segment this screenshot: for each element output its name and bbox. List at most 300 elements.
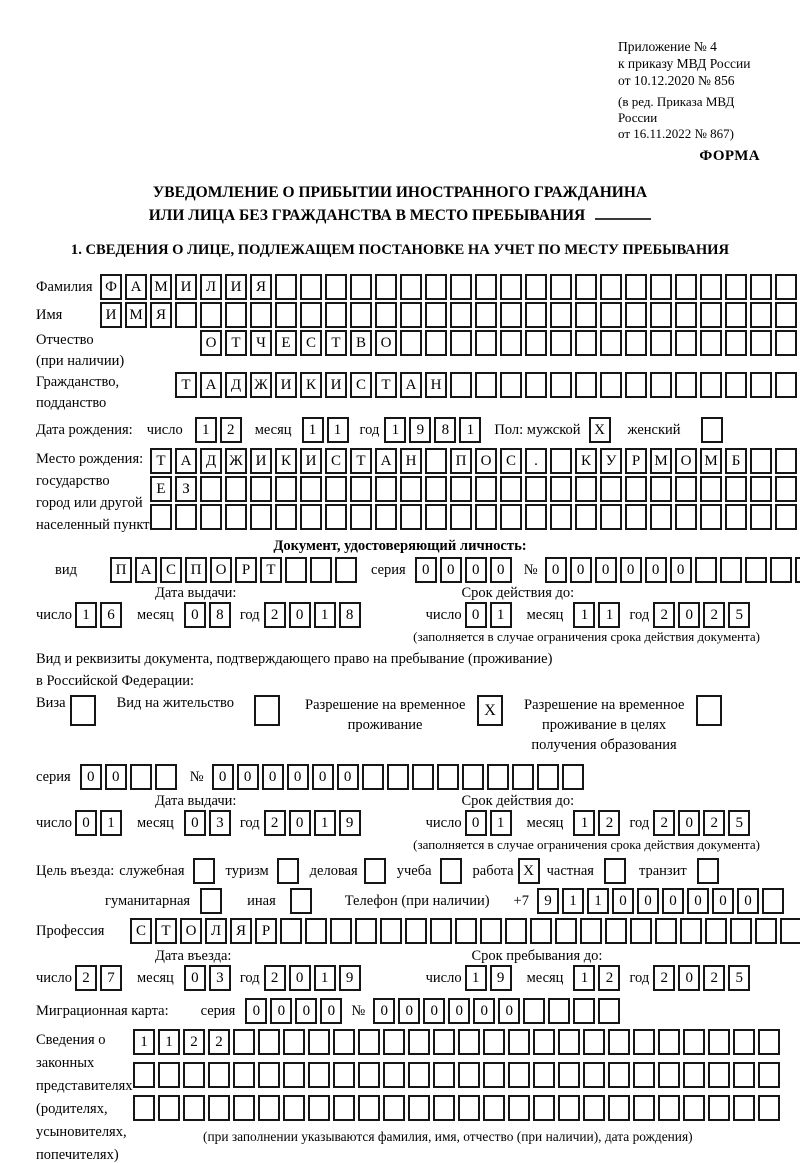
char-box [525, 330, 547, 356]
stay-until-header: Срок пребывания до: [471, 948, 603, 964]
char-box [350, 274, 372, 300]
char-box: 5 [728, 810, 750, 836]
doc-series-label: серия [371, 561, 406, 578]
char-box: 0 [373, 998, 395, 1024]
char-box [300, 476, 322, 502]
char-box [758, 1095, 780, 1121]
char-box [625, 372, 647, 398]
char-box [708, 1095, 730, 1121]
char-box [333, 1095, 355, 1121]
char-box [358, 1062, 380, 1088]
char-box [675, 302, 697, 328]
char-box: А [200, 372, 222, 398]
char-box [505, 918, 527, 944]
char-box [200, 476, 222, 502]
char-box [700, 372, 722, 398]
char-box: М [650, 448, 672, 474]
char-box [608, 1029, 630, 1055]
permit-number-label: № [189, 768, 204, 785]
doc-series-boxes [415, 557, 515, 583]
char-box [525, 274, 547, 300]
char-box: И [225, 274, 247, 300]
char-box: Д [225, 372, 247, 398]
char-box [183, 1095, 205, 1121]
purpose-tourism-checkbox [277, 858, 299, 884]
char-box [500, 372, 522, 398]
representatives-note: (при заполнении указываются фамилия, имя, отчество (при наличии), дата рождения) [203, 1129, 693, 1144]
char-box: 7 [100, 965, 122, 991]
permit-valid-year-label: год [629, 814, 650, 831]
char-box: Е [275, 330, 297, 356]
birth-month-boxes [302, 417, 352, 443]
char-box [483, 1062, 505, 1088]
char-box [730, 918, 752, 944]
entry-purpose-label: Цель въезда: [36, 862, 115, 879]
char-box: 2 [653, 602, 675, 628]
char-box [183, 1062, 205, 1088]
purpose-other-checkbox [290, 888, 312, 914]
entry-year-label: год [239, 969, 260, 986]
char-box [335, 557, 357, 583]
char-box [725, 504, 747, 530]
char-box [675, 476, 697, 502]
char-box: 1 [562, 888, 584, 914]
char-box: Н [400, 448, 422, 474]
char-box: 9 [409, 417, 431, 443]
char-box [350, 302, 372, 328]
permit-valid-header: Срок действия до: [461, 793, 575, 809]
representatives-label: Сведения о [36, 1032, 106, 1048]
char-box: Т [175, 372, 197, 398]
birth-place-boxes-row3 [150, 504, 800, 530]
char-box [400, 476, 422, 502]
char-box [433, 1062, 455, 1088]
entry-stay-dates-row [0, 965, 800, 991]
char-box [700, 476, 722, 502]
char-box [600, 274, 622, 300]
char-box [525, 504, 547, 530]
char-box: 0 [570, 557, 592, 583]
birth-place-label: Место рождения: [36, 451, 144, 467]
char-box: 2 [75, 965, 97, 991]
doc-number-label: № [523, 561, 538, 578]
char-box: Р [625, 448, 647, 474]
stay-day-label: число [425, 969, 462, 986]
char-box [150, 504, 172, 530]
char-box [375, 274, 397, 300]
char-box [283, 1062, 305, 1088]
char-box [430, 918, 452, 944]
char-box [758, 1029, 780, 1055]
stay-year-boxes [653, 965, 753, 991]
char-box: С [300, 330, 322, 356]
citizenship-row [0, 372, 800, 414]
char-box [158, 1095, 180, 1121]
char-box [558, 1095, 580, 1121]
char-box [650, 302, 672, 328]
char-box [258, 1029, 280, 1055]
char-box [708, 1029, 730, 1055]
char-box: О [375, 330, 397, 356]
sex-female-label: женский [627, 421, 681, 438]
char-box [158, 1062, 180, 1088]
char-box [600, 504, 622, 530]
char-box: 2 [264, 965, 286, 991]
char-box: 0 [612, 888, 634, 914]
char-box [358, 1029, 380, 1055]
char-box: Т [325, 330, 347, 356]
char-box [458, 1029, 480, 1055]
char-box [550, 448, 572, 474]
char-box [133, 1062, 155, 1088]
char-box: 1 [490, 810, 512, 836]
citizenship-label: Гражданство, [36, 374, 120, 390]
char-box [558, 1062, 580, 1088]
char-box [462, 764, 484, 790]
char-box: С [500, 448, 522, 474]
char-box [475, 302, 497, 328]
char-box [605, 918, 627, 944]
residence-permit-checkbox [254, 695, 280, 726]
issue-day-boxes [75, 602, 125, 628]
char-box: 0 [465, 602, 487, 628]
char-box [508, 1095, 530, 1121]
char-box: К [575, 448, 597, 474]
char-box [575, 302, 597, 328]
char-box [208, 1062, 230, 1088]
char-box [600, 330, 622, 356]
char-box [675, 274, 697, 300]
char-box [683, 1062, 705, 1088]
permit-issue-header: Дата выдачи: [155, 793, 237, 809]
doc-number-boxes [545, 557, 800, 583]
char-box [650, 274, 672, 300]
char-box [725, 330, 747, 356]
char-box: З [175, 476, 197, 502]
char-box: 2 [598, 810, 620, 836]
char-box [508, 1029, 530, 1055]
profession-row [0, 918, 800, 944]
char-box: О [180, 918, 202, 944]
char-box: 1 [133, 1029, 155, 1055]
char-box: О [200, 330, 222, 356]
char-box: 0 [498, 998, 520, 1024]
char-box: 0 [270, 998, 292, 1024]
temp-permit-label-line1: Разрешение на временное [305, 697, 466, 713]
char-box: 0 [212, 764, 234, 790]
char-box [362, 764, 384, 790]
char-box [408, 1095, 430, 1121]
char-box [733, 1029, 755, 1055]
char-box [555, 918, 577, 944]
char-box [770, 557, 792, 583]
char-box [705, 918, 727, 944]
char-box [733, 1095, 755, 1121]
char-box [275, 476, 297, 502]
char-box [650, 504, 672, 530]
char-box [225, 476, 247, 502]
birth-year-boxes [384, 417, 484, 443]
char-box [405, 918, 427, 944]
char-box: С [325, 448, 347, 474]
char-box [400, 274, 422, 300]
entry-purpose-row2 [0, 888, 800, 914]
char-box [200, 504, 222, 530]
char-box [795, 557, 800, 583]
amendment-line: (в ред. Приказа МВД России [618, 94, 735, 125]
char-box: 8 [209, 602, 231, 628]
char-box: 2 [653, 810, 675, 836]
char-box: И [175, 274, 197, 300]
entry-purpose-row [0, 858, 800, 884]
char-box [500, 330, 522, 356]
profession-label: Профессия [36, 922, 105, 939]
char-box [483, 1095, 505, 1121]
char-box [437, 764, 459, 790]
char-box [625, 274, 647, 300]
char-box [400, 504, 422, 530]
birth-place-block [0, 448, 800, 536]
char-box [133, 1095, 155, 1121]
char-box [325, 302, 347, 328]
char-box [480, 918, 502, 944]
char-box [625, 476, 647, 502]
char-box: 9 [339, 810, 361, 836]
char-box [700, 330, 722, 356]
char-box: П [185, 557, 207, 583]
char-box: 9 [339, 965, 361, 991]
char-box: Я [250, 274, 272, 300]
representatives-boxes-row2 [133, 1062, 783, 1088]
char-box [525, 372, 547, 398]
char-box: 0 [473, 998, 495, 1024]
permit-issue-month-label: месяц [136, 814, 174, 831]
char-box [750, 476, 772, 502]
char-box: 1 [573, 965, 595, 991]
purpose-humanitarian-label: гуманитарная [105, 892, 191, 909]
char-box [383, 1062, 405, 1088]
char-box [450, 476, 472, 502]
stay-day-boxes [465, 965, 515, 991]
temp-permit-checkbox: X [477, 695, 503, 726]
purpose-transit-label: транзит [638, 862, 687, 879]
char-box: К [275, 448, 297, 474]
permit-issue-year-label: год [239, 814, 260, 831]
phone-label: Телефон (при наличии) [344, 892, 490, 909]
char-box [758, 1062, 780, 1088]
char-box [208, 1095, 230, 1121]
char-box [300, 504, 322, 530]
residence-doc-type-row [0, 695, 800, 755]
char-box [775, 476, 797, 502]
stay-year-label: год [629, 969, 650, 986]
char-box: Ж [250, 372, 272, 398]
char-box [733, 1062, 755, 1088]
char-box: 1 [314, 965, 336, 991]
char-box: И [325, 372, 347, 398]
edu-permit-checkbox [696, 695, 722, 726]
char-box: 1 [327, 417, 349, 443]
char-box [550, 372, 572, 398]
purpose-humanitarian-checkbox [200, 888, 222, 914]
char-box: 8 [339, 602, 361, 628]
char-box [450, 274, 472, 300]
char-box [350, 476, 372, 502]
char-box [375, 302, 397, 328]
char-box [512, 764, 534, 790]
char-box: Ж [225, 448, 247, 474]
char-box [308, 1095, 330, 1121]
identity-doc-row [0, 557, 800, 583]
char-box: Т [155, 918, 177, 944]
char-box: А [400, 372, 422, 398]
appendix-block [618, 38, 762, 142]
char-box [225, 504, 247, 530]
char-box: 0 [320, 998, 342, 1024]
char-box: 0 [184, 965, 206, 991]
char-box: О [475, 448, 497, 474]
permit-valid-month-label: месяц [526, 814, 564, 831]
purpose-study-checkbox [440, 858, 462, 884]
patronymic-boxes [200, 330, 800, 356]
char-box: Л [200, 274, 222, 300]
char-box [425, 448, 447, 474]
representatives-block [0, 1029, 800, 1163]
char-box [433, 1095, 455, 1121]
char-box: И [100, 302, 122, 328]
birth-place-label: населенный пункт [36, 517, 150, 533]
char-box [775, 504, 797, 530]
purpose-tourism-label: туризм [225, 862, 269, 879]
char-box: С [350, 372, 372, 398]
char-box [750, 330, 772, 356]
char-box [525, 476, 547, 502]
char-box [200, 302, 222, 328]
char-box [583, 1062, 605, 1088]
char-box [630, 918, 652, 944]
purpose-official-label: служебная [119, 862, 185, 879]
char-box [330, 918, 352, 944]
char-box: 0 [687, 888, 709, 914]
permit-issue-year-boxes [264, 810, 364, 836]
char-box: С [160, 557, 182, 583]
sex-male-checkbox: X [589, 417, 611, 443]
char-box [325, 274, 347, 300]
char-box: 5 [728, 602, 750, 628]
char-box [350, 504, 372, 530]
char-box: М [150, 274, 172, 300]
char-box [725, 372, 747, 398]
char-box [533, 1062, 555, 1088]
patronymic-sublabel: (при наличии) [36, 353, 125, 369]
permit-issue-day-label: число [36, 814, 72, 831]
char-box [625, 330, 647, 356]
char-box [675, 504, 697, 530]
char-box [750, 372, 772, 398]
char-box [650, 476, 672, 502]
char-box [308, 1062, 330, 1088]
char-box [700, 504, 722, 530]
char-box [598, 998, 620, 1024]
char-box: К [300, 372, 322, 398]
char-box: 1 [158, 1029, 180, 1055]
char-box [562, 764, 584, 790]
char-box: 2 [703, 965, 725, 991]
char-box: 1 [573, 602, 595, 628]
representatives-label: законных [36, 1055, 95, 1071]
char-box: 1 [598, 602, 620, 628]
form-title [0, 181, 800, 227]
char-box: 1 [490, 602, 512, 628]
char-box [600, 476, 622, 502]
char-box [458, 1095, 480, 1121]
representatives-label: усыновителях, [36, 1124, 127, 1140]
patronymic-label: Отчество [36, 332, 94, 348]
representatives-boxes-row1 [133, 1029, 783, 1055]
char-box: Т [150, 448, 172, 474]
char-box: 0 [712, 888, 734, 914]
char-box [433, 1029, 455, 1055]
permit-number-boxes [212, 764, 587, 790]
temp-permit-label-line2: проживание [347, 717, 423, 733]
purpose-other-label: иная [247, 892, 276, 909]
identity-doc-heading: Документ, удостоверяющий личность: [273, 538, 527, 554]
surname-label: Фамилия [36, 278, 93, 295]
blank-line [595, 206, 651, 220]
stay-month-label: месяц [526, 969, 564, 986]
char-box: Ч [250, 330, 272, 356]
char-box [750, 302, 772, 328]
char-box [533, 1095, 555, 1121]
char-box: 0 [312, 764, 334, 790]
char-box: 6 [100, 602, 122, 628]
char-box [775, 448, 797, 474]
char-box: 0 [287, 764, 309, 790]
char-box: 2 [653, 965, 675, 991]
sex-female-checkbox [701, 417, 723, 443]
char-box [325, 504, 347, 530]
char-box: А [125, 274, 147, 300]
char-box: 0 [75, 810, 97, 836]
char-box [700, 274, 722, 300]
char-box [325, 476, 347, 502]
char-box [275, 302, 297, 328]
given-name-boxes [100, 302, 800, 328]
char-box [500, 302, 522, 328]
entry-month-boxes [184, 965, 234, 991]
char-box [500, 504, 522, 530]
char-box [475, 372, 497, 398]
char-box: П [110, 557, 132, 583]
sex-male-label: Пол: мужской [494, 421, 581, 438]
char-box [475, 476, 497, 502]
char-box [375, 476, 397, 502]
char-box [600, 372, 622, 398]
char-box [355, 918, 377, 944]
valid-month-boxes [573, 602, 623, 628]
char-box: Л [205, 918, 227, 944]
issue-month-boxes [184, 602, 234, 628]
char-box [775, 302, 797, 328]
char-box [500, 476, 522, 502]
char-box: 0 [670, 557, 692, 583]
forma-label: ФОРМА [699, 148, 760, 164]
char-box: Е [150, 476, 172, 502]
char-box: 2 [598, 965, 620, 991]
visa-checkbox [70, 695, 96, 726]
birth-place-boxes-row1 [150, 448, 800, 474]
char-box [695, 557, 717, 583]
